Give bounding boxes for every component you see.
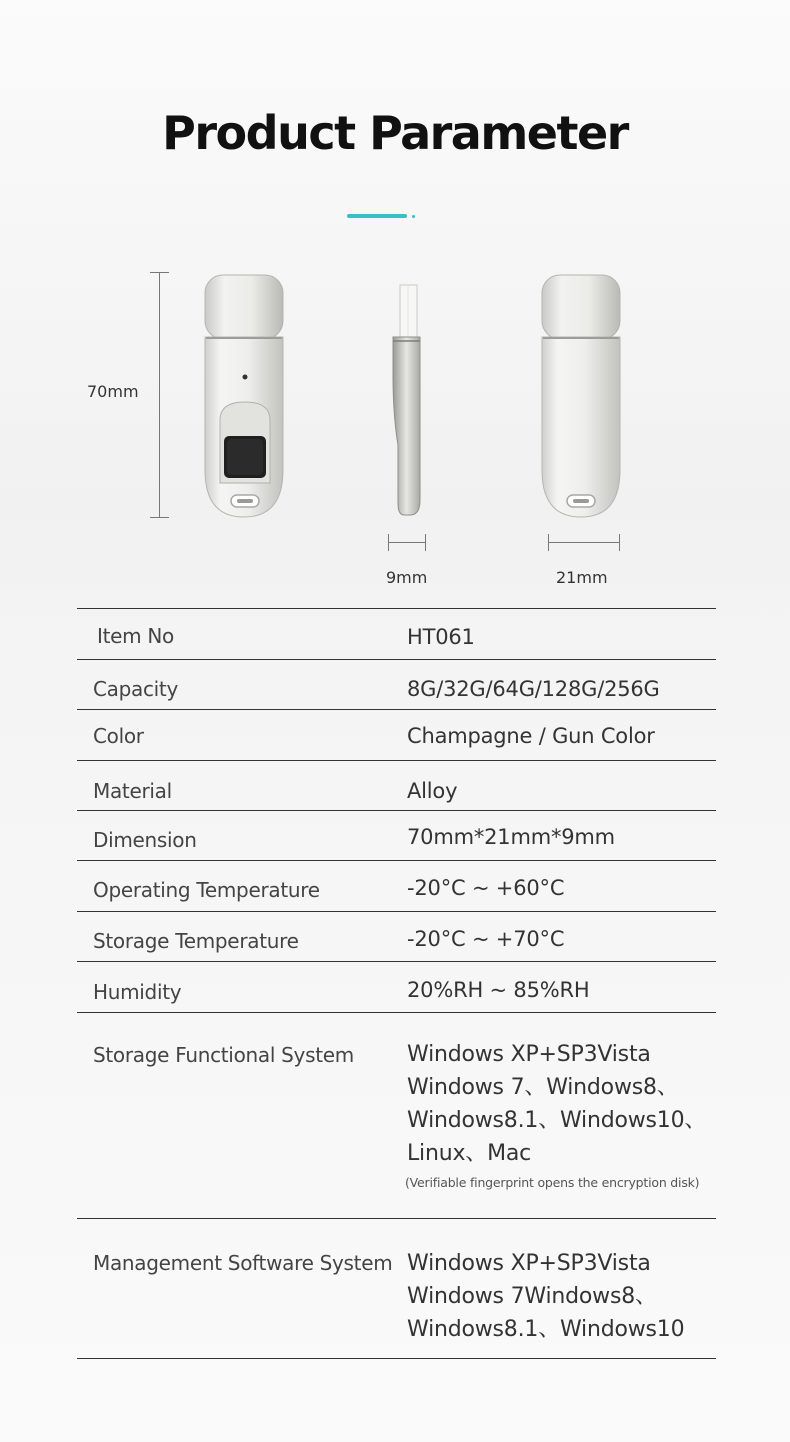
param-key: Humidity (93, 980, 182, 1004)
width-dimension-cap-right (619, 534, 620, 551)
param-key: Operating Temperature (93, 878, 320, 902)
table-row (77, 811, 716, 861)
value-note: (Verifiable fingerprint opens the encryption disk) (405, 1175, 700, 1190)
value-line: Windows 7、Windows8、 (407, 1075, 679, 1100)
param-key: Storage Temperature (93, 929, 299, 953)
value-line: Windows8.1、Windows10、 (407, 1108, 707, 1133)
param-value: -20°C ~ +70°C (407, 927, 565, 951)
value-line: Linux、Mac (407, 1141, 532, 1166)
width-dimension-line (548, 542, 620, 543)
param-value: 8G/32G/64G/128G/256G (407, 677, 660, 701)
front-view (205, 275, 283, 517)
param-key: Material (93, 779, 172, 803)
width-dimension-label: 21mm (556, 568, 608, 587)
table-row (77, 1013, 716, 1219)
param-key: Dimension (93, 828, 197, 852)
param-value (407, 1247, 684, 1346)
param-value: Champagne / Gun Color (407, 724, 655, 748)
param-key: Capacity (93, 677, 179, 701)
param-value: 20%RH ~ 85%RH (407, 978, 590, 1002)
param-key: Management Software System (93, 1251, 393, 1275)
product-figure (0, 255, 790, 595)
usb-drive-illustration (0, 255, 790, 555)
depth-dimension-line (388, 542, 426, 543)
table-row (77, 912, 716, 962)
param-value: HT061 (407, 625, 475, 649)
table-row (77, 710, 716, 761)
height-dimension-label: 70mm (87, 382, 139, 401)
parameter-table (77, 608, 716, 1359)
depth-dimension-cap-left (388, 534, 389, 551)
value-line: Windows XP+SP3Vista (407, 1042, 651, 1067)
table-row (77, 609, 716, 660)
depth-dimension-cap-right (425, 534, 426, 551)
back-view (542, 275, 620, 517)
table-row (77, 962, 716, 1013)
param-value (407, 1038, 706, 1192)
param-key: Storage Functional System (93, 1043, 354, 1067)
depth-dimension-label: 9mm (386, 568, 428, 587)
side-view (393, 285, 420, 515)
param-key: Item No (97, 624, 174, 648)
title-accent-dot (412, 215, 415, 218)
param-key: Color (93, 724, 144, 748)
param-value: 70mm*21mm*9mm (407, 825, 615, 849)
value-line: Windows8.1、Windows10 (407, 1317, 685, 1342)
width-dimension-cap-left (548, 534, 549, 551)
value-line: Windows XP+SP3Vista (407, 1251, 651, 1276)
param-value: Alloy (407, 779, 458, 803)
table-row (77, 660, 716, 710)
table-row (77, 861, 716, 912)
table-row (77, 1219, 716, 1359)
title-accent-bar (347, 214, 407, 218)
param-value: -20°C ~ +60°C (407, 876, 565, 900)
page-title: Product Parameter (162, 106, 628, 160)
table-row (77, 761, 716, 811)
value-line: Windows 7Windows8、 (407, 1284, 657, 1309)
